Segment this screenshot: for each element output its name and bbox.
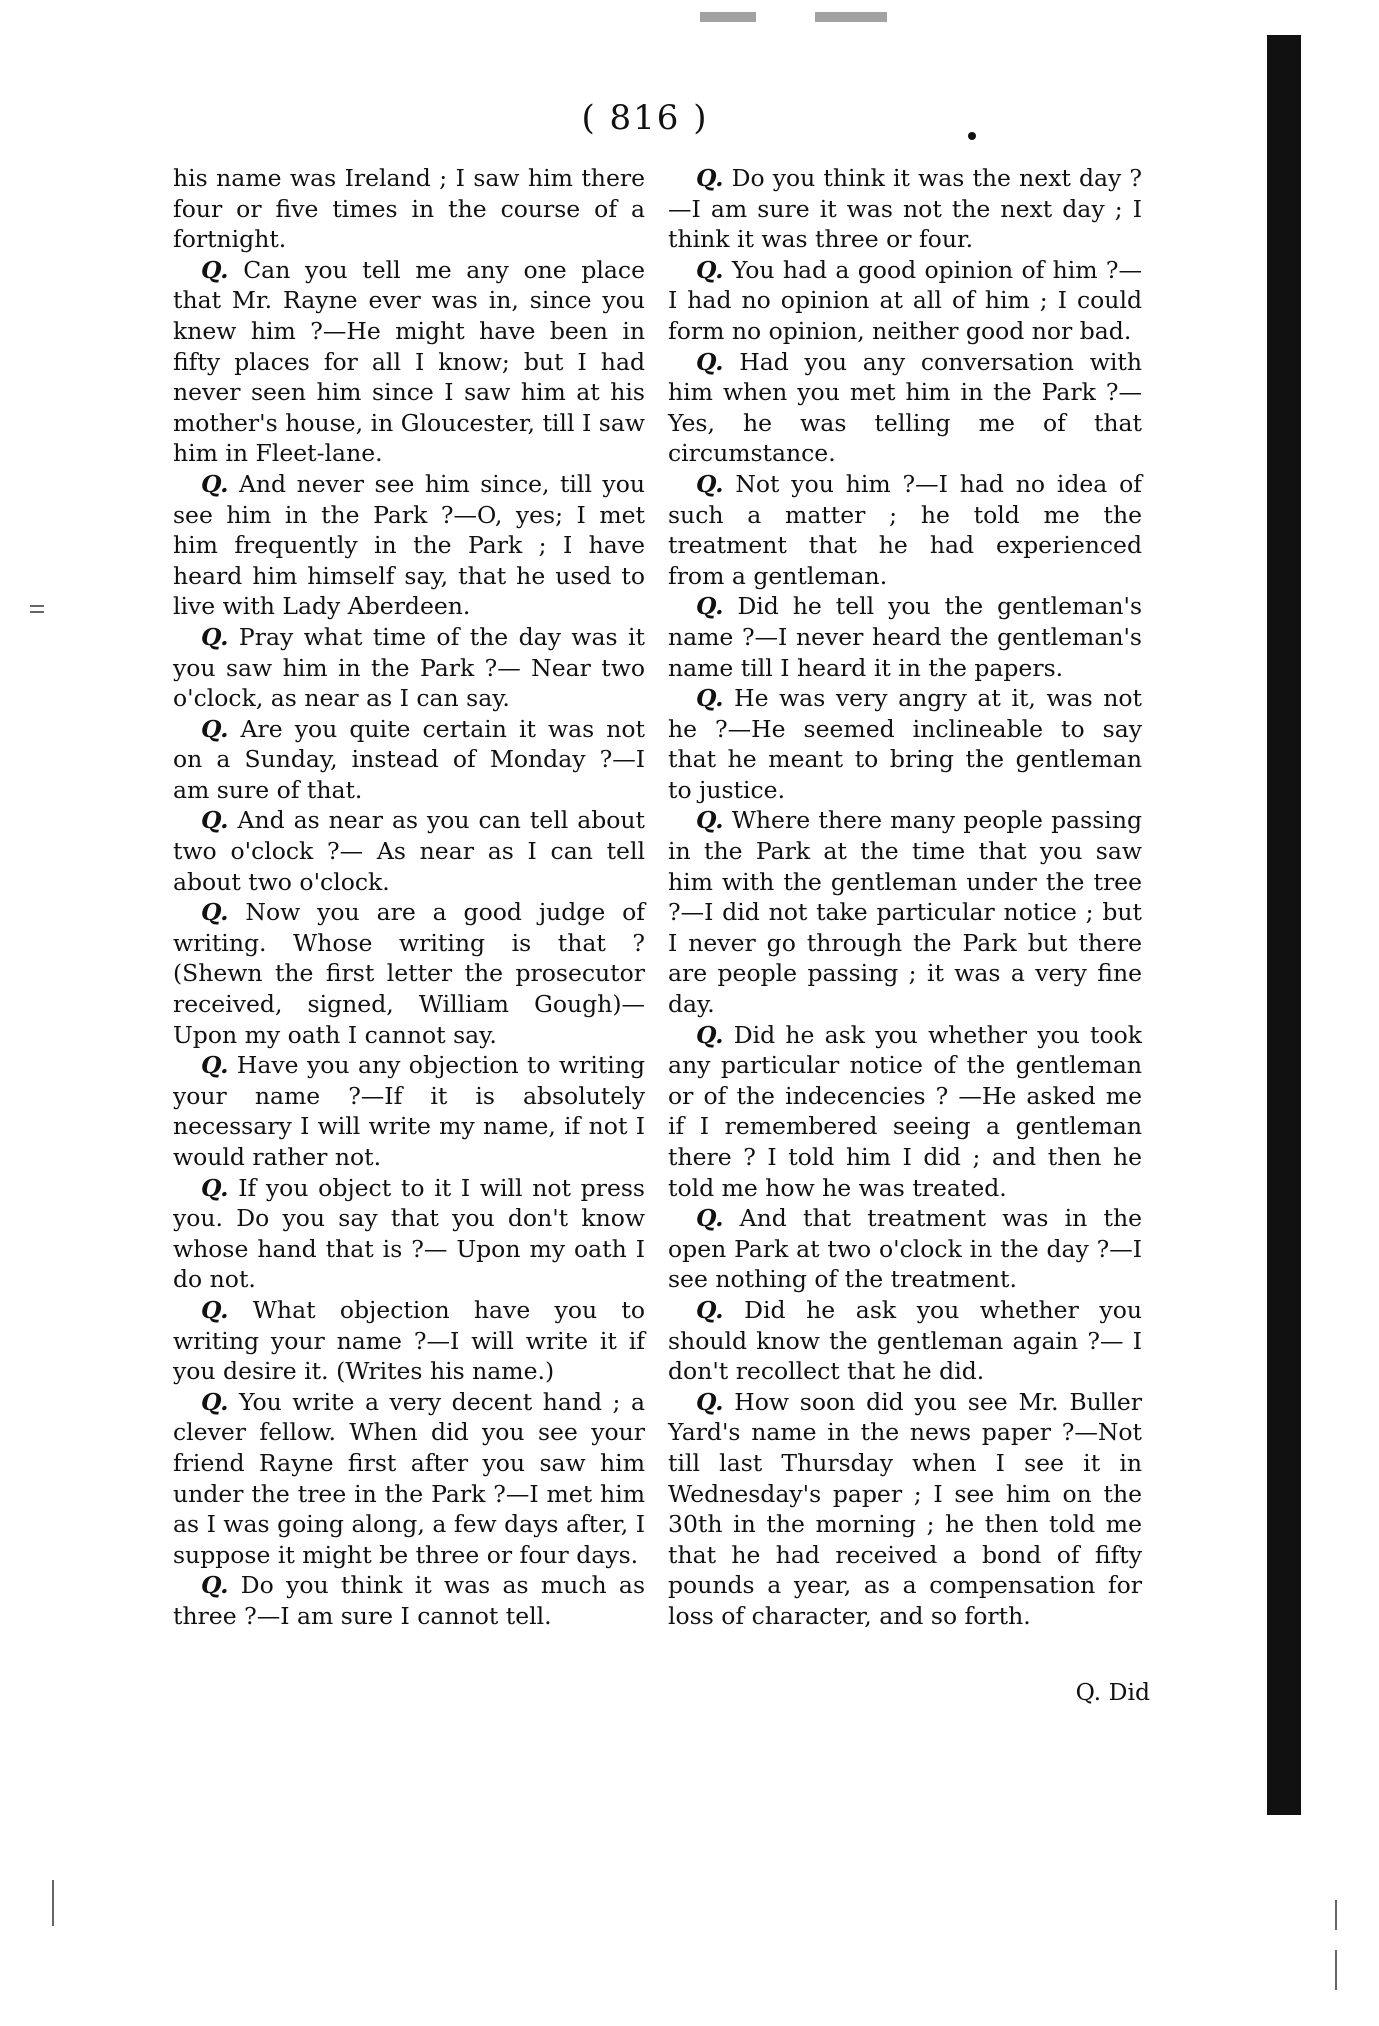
question-mark-q: Q. (201, 469, 229, 498)
paragraph: Q. If you object to it I will not press you. Do you say that you don't know whose hand that is ?— Upon my oath I do not. (173, 1173, 645, 1294)
question-mark-q: Q. (696, 255, 724, 284)
catchword: Q. Did (1075, 1678, 1150, 1706)
scan-speck (52, 1880, 54, 1926)
paragraph: Q. Did he ask you whether you took any particular notice of the gentleman or of the indecencies ? —He asked me if I remembered seeing a gentleman there ? I told him I did ; and then he told me how he was treated. (668, 1020, 1142, 1202)
paragraph: Q. Did he ask you whether you should know the gentleman again ?— I don't recollect that he did. (668, 1295, 1142, 1386)
paragraph: Q. And as near as you can tell about two o'clock ?— As near as I can tell about two o'clock. (173, 806, 645, 896)
paragraph: Q. What objection have you to writing your name ?—I will write it if you desire it. (Writes his name.) (173, 1295, 645, 1386)
question-mark-q: Q. (696, 1204, 724, 1233)
question-mark-q: Q. (696, 1020, 724, 1049)
paragraph: Q. And that treatment was in the open Park at two o'clock in the day ?—I see nothing of the treatment. (668, 1204, 1142, 1294)
question-mark-q: Q. (201, 622, 229, 651)
paragraph: Q. Where there many people passing in the Park at the time that you saw him with the gentleman under the tree ?—I did not take particular notice ; but I never go through the Park but there are people passing ; it was a very fine day. (668, 806, 1142, 1019)
question-mark-q: Q. (696, 684, 724, 713)
scan-speck (1335, 1950, 1337, 1990)
paragraph: Q. Not you him ?—I had no idea of such a matter ; he told me the treatment that he had experienced from a gentleman. (668, 469, 1142, 590)
question-mark-q: Q. (696, 1387, 724, 1416)
left-column (173, 163, 645, 1632)
paragraph: Q. Do you think it was the next day ? —I am sure it was not the next day ; I think it was three or four. (668, 164, 1142, 254)
question-mark-q: Q. (201, 1571, 229, 1600)
paragraph: Q. You had a good opinion of him ?— I had no opinion at all of him ; I could form no opinion, neither good nor bad. (668, 255, 1142, 345)
question-mark-q: Q. (696, 806, 724, 835)
paragraph: Q. Can you tell me any one place that Mr. Rayne ever was in, since you knew him ?—He might have been in fifty places for all I know; but I had never seen him since I saw him at his mother's house, in Gloucester, till I saw him in Fleet-lane. (173, 255, 645, 468)
question-mark-q: Q. (201, 1051, 229, 1080)
question-mark-q: Q. (696, 1295, 724, 1324)
question-mark-q: Q. (201, 1387, 229, 1416)
question-mark-q: Q. (696, 592, 724, 621)
question-mark-q: Q. (201, 806, 229, 835)
paragraph: Q. Did he tell you the gentleman's name ?—I never heard the gentleman's name till I heard it in the papers. (668, 592, 1142, 682)
paragraph: Q. Are you quite certain it was not on a Sunday, instead of Monday ?—I am sure of that. (173, 714, 645, 804)
paragraph: Q. Pray what time of the day was it you saw him in the Park ?— Near two o'clock, as near as I can say. (173, 622, 645, 713)
paragraph: Q. Do you think it was as much as three ?—I am sure I cannot tell. (173, 1571, 645, 1630)
paragraph: Q. Had you any conversation with him when you met him in the Park ?— Yes, he was telling me of that circumstance. (668, 347, 1142, 468)
paragraph: his name was Ireland ; I saw him there four or five times in the course of a fortnight. (173, 164, 645, 254)
question-mark-q: Q. (201, 255, 229, 284)
paragraph: Q. How soon did you see Mr. Buller Yard's name in the news paper ?—Not till last Thursday when I see it in Wednesday's paper ; I see him on the 30th in the morning ; he then told me that he had received a bond of fifty pounds a year, as a compensation for loss of character, and so forth. (668, 1387, 1142, 1630)
question-mark-q: Q. (201, 1295, 229, 1324)
right-column (668, 163, 1142, 1632)
question-mark-q: Q. (201, 714, 229, 743)
scan-speck (30, 611, 44, 613)
paragraph: Q. And never see him since, till you see him in the Park ?—O, yes; I met him frequently in the Park ; I have heard him himself say, that he used to live with Lady Aberdeen. (173, 469, 645, 621)
question-mark-q: Q. (201, 898, 229, 927)
paragraph: Q. You write a very decent hand ; a clever fellow. When did you see your friend Rayne first after you saw him under the tree in the Park ?—I met him as I was going along, a few days after, I suppose it might be three or four days. (173, 1387, 645, 1569)
paragraph: Q. Have you any objection to writing your name ?—If it is absolutely necessary I will write my name, if not I would rather not. (173, 1051, 645, 1171)
header-ornament-left (700, 12, 756, 22)
paragraph: Q. He was very angry at it, was not he ?—He seemed inclineable to say that he meant to bring the gentleman to justice. (668, 684, 1142, 804)
question-mark-q: Q. (201, 1173, 229, 1202)
page-edge-shadow (1267, 35, 1301, 1815)
page-number: ( 816 ) (581, 98, 709, 138)
paragraph: Q. Now you are a good judge of writing. Whose writing is that ? (Shewn the first letter the prosecutor received, signed, William Gough)—Upon my oath I cannot say. (173, 898, 645, 1049)
question-mark-q: Q. (696, 347, 724, 376)
question-mark-q: Q. (696, 164, 724, 192)
scan-speck (1335, 1900, 1337, 1930)
question-mark-q: Q. (696, 469, 724, 498)
ink-dot (968, 132, 976, 140)
scan-speck (30, 605, 44, 607)
header-ornament-right (815, 12, 887, 22)
